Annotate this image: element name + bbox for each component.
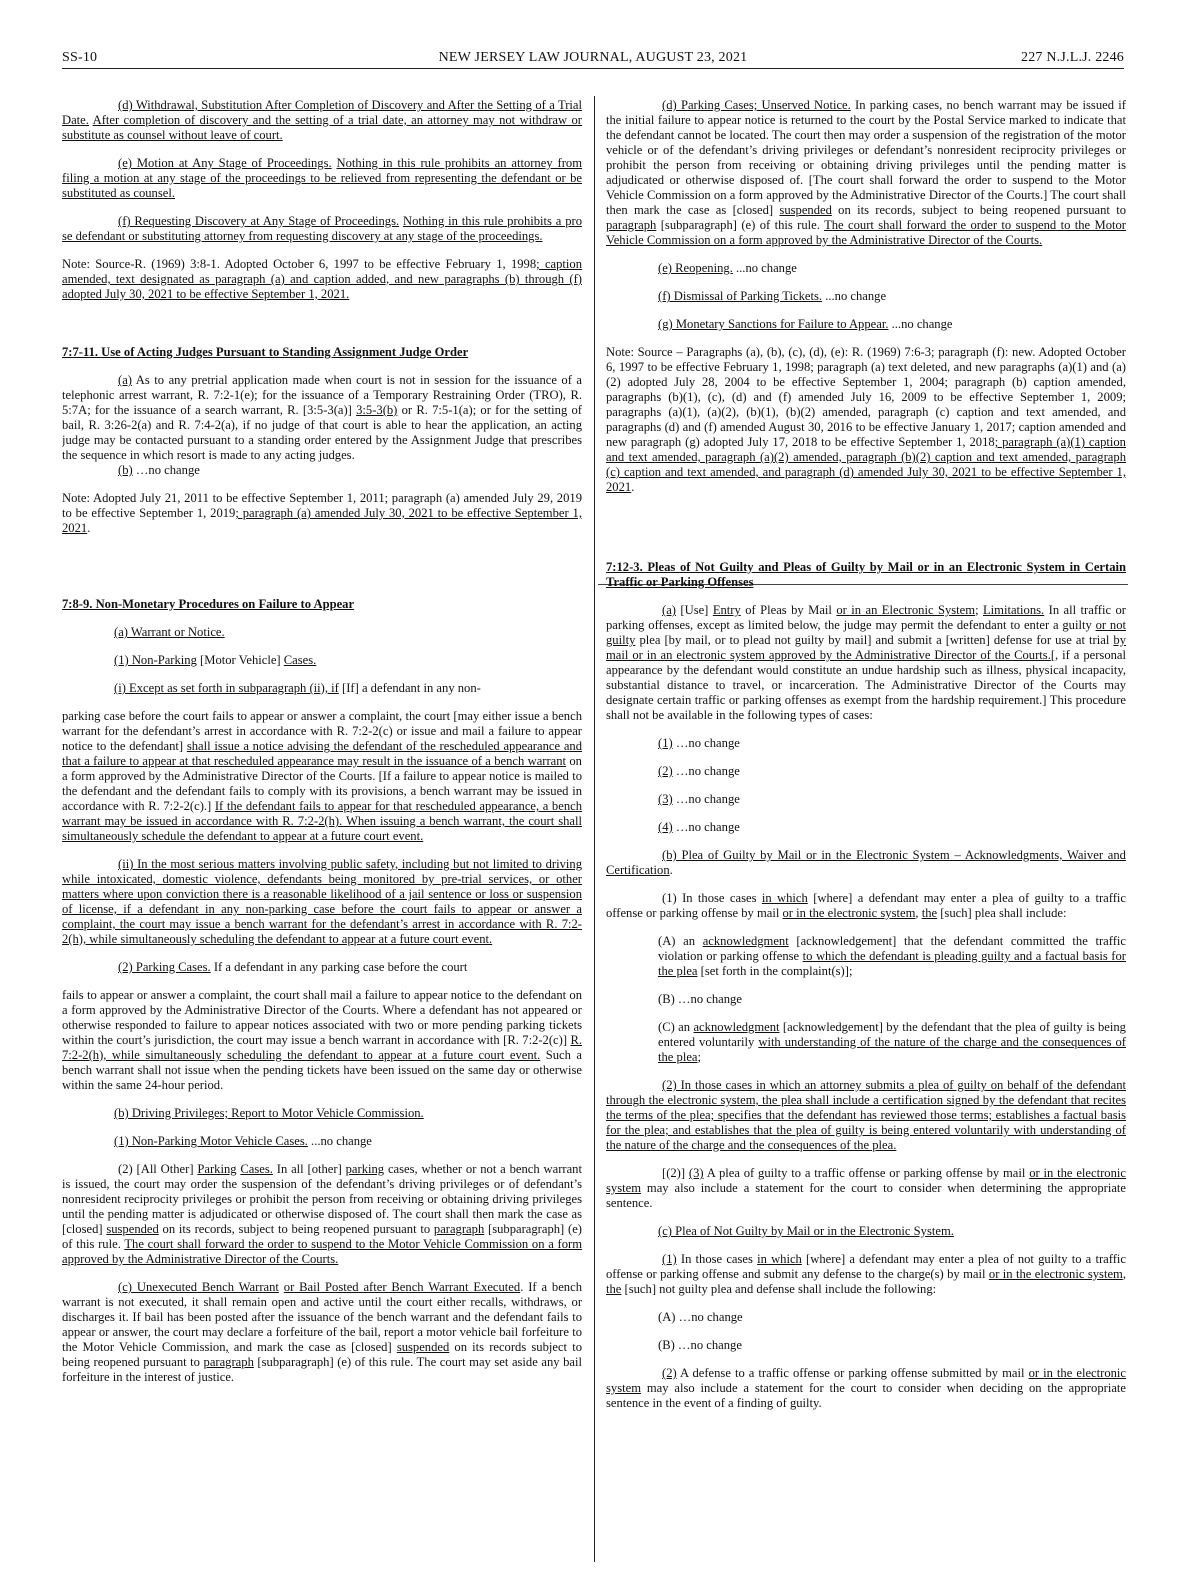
paragraph-b2: (2) [All Other] Parking Cases. In all [other] parking cases, whether or not a bench warrant is issued, the court may order the suspension of the defendant’s driving privileges or of defendant’s nonresident reciprocity privileges or prohibit the person from receiving or obtaining driving privileges until the pending matter is adjudicated or otherwise disposed of. The court shall then mark the case as [closed] suspended on its records, subject to being reopened pursuant to paragraph [subparagraph] (e) of this rule. The court shall forward the order to suspend to the Motor Vehicle Commission on a form approved by the Administrative Director of the Courts. xyxy=(62,1162,582,1266)
rule-note: Note: Source-R. (1969) 3:8-1. Adopted October 6, 1997 to be effective February 1, 1998; caption amended, text designated as paragraph (a) and caption added, and new paragraphs (b) through (f) adopted July 30, 2021 to be effective September 1, 2021. xyxy=(62,257,582,301)
rule-7-7-11-paragraph-a: (a) As to any pretrial application made when court is not in session for the issuance of a telephonic arrest warrant, R. 7:2-1(e); for the issuance of a Temporary Restraining Order (TRO), R. 5:7A; for the issuance of a search warrant, R. [3:5-3(a)] 3:5-3(b) or R. 7:5-1(a); or for the setting of bail, R. 3:26-2(a) and R. 7:4-2(a), if no judge of that court is able to hear the application, an acting judge may be contacted pursuant to a standing order entered by the Assignment Judge that prescribes the sequence in which resort is made to any acting judges. xyxy=(62,373,582,462)
paragraph-b1: (1) Non-Parking Motor Vehicle Cases. ...no change xyxy=(114,1134,372,1148)
rule-note: Note: Adopted July 21, 2011 to be effective September 1, 2011; paragraph (a) amended July 29, 2019 to be effective September 1, 2019; paragraph (a) amended July 30, 2021 to be effective September 1, 2021. xyxy=(62,491,582,535)
paragraph-b1-B: (B) …no change xyxy=(658,992,742,1006)
list-item: (3) …no change xyxy=(658,792,740,806)
paragraph-c1-B: (B) …no change xyxy=(658,1338,742,1352)
rule-note: Note: Source – Paragraphs (a), (b), (c), (d), (e): R. (1969) 7:6-3; paragraph (f): new. Adopted October 6, 1997 to be effective February 1, 1998; paragraph (a) text deleted, and new paragraphs (a)(1) and (a)(2) adopted July 28, 2004 to be effective September 1, 2004; paragraph (b) caption amended, paragraphs (b)(1), (c), (d) and (f) amended July 16, 2009 to be effective September 1, 2009; paragraphs (a)(1), (a)(2), (b)(1), (b)(2) amended, paragraph (c) caption and text amended, and paragraphs (d) and (f) amended August 30, 2016 to be effective January 1, 2017; caption amended and new paragraph (g) adopted July 17, 2018 to be effective September 1, 2018; paragraph (a)(1) caption and text amended, paragraph (a)(2) amended, paragraph (b)(2) caption and text amended, paragraph (c) caption and text amended, and paragraph (d) amended July 30, 2021 to be effective September 1, 2021. xyxy=(606,345,1126,494)
paragraph-d-withdrawal: (d) Withdrawal, Substitution After Completion of Discovery and After the Setting of a Trial Date. After completion of discovery and the setting of a trial date, an attorney may not withdraw or substitute as counsel without leave of court. xyxy=(62,98,582,142)
paragraph-a1-i: (i) Except as set forth in subparagraph (ii), if [If] a defendant in any non- xyxy=(114,681,481,695)
paragraph-f-dismissal: (f) Dismissal of Parking Tickets. ...no change xyxy=(658,289,887,303)
publication-title: NEW JERSEY LAW JOURNAL, AUGUST 23, 2021 xyxy=(438,50,748,65)
paragraph-b-driving: (b) Driving Privileges; Report to Motor Vehicle Commission. xyxy=(114,1106,424,1120)
paragraph-a1-non-parking: (1) Non-Parking [Motor Vehicle] Cases. xyxy=(114,653,317,667)
rule-7-7-11-title: 7:7-11. Use of Acting Judges Pursuant to Standing Assignment Judge Order xyxy=(62,345,469,359)
list-item: (1) …no change xyxy=(658,736,740,750)
citation: 227 N.J.L.J. 2246 xyxy=(1021,50,1124,65)
paragraph-a-warrant: (a) Warrant or Notice. xyxy=(114,625,225,639)
paragraph-b2-attorney: (2) In those cases in which an attorney submits a plea of guilty on behalf of the defendant through the electronic system, the plea shall include a certification signed by the defendant that recites the terms of the plea; specifies that the defendant has reviewed those terms; establishes a factual basis for the plea; and establishes that the plea of guilty is being entered voluntarily with understanding of the nature of the charge and the consequences of the plea. xyxy=(606,1078,1126,1152)
paragraph-a2-parking: (2) Parking Cases. If a defendant in any parking case before the court xyxy=(118,960,468,974)
left-column xyxy=(62,98,582,1558)
paragraph-c-unexecuted: (c) Unexecuted Bench Warrant or Bail Posted after Bench Warrant Executed. If a bench warrant is not executed, it shall remain open and active until the court either recalls, withdraws, or discharges it. If bail has been posted after the issuance of the bench warrant and the defendant fails to appear or answer, the court may declare a forfeiture of the bail, report a motor vehicle bail forfeiture to the Motor Vehicle Commission, and mark the case as [closed] suspended on its records subject to being reopened pursuant to paragraph [subparagraph] (e) of this rule. The court may set aside any bail forfeiture in the interest of justice. xyxy=(62,1280,582,1384)
paragraph-a1-ii: (ii) In the most serious matters involving public safety, including but not limited to driving while intoxicated, domestic violence, defendants being monitored by pre-trial services, or other matters where upon conviction there is a reasonable likelihood of a jail sentence or loss or suspension of license, if a defendant in any non-parking case before the court fails to appear or answer a complaint, the court may issue a bench warrant for the defendant’s arrest in accordance with R. 7:2-2(h), while simultaneously scheduling the defendant to appear at a future court event. xyxy=(62,857,582,946)
rule-7-7-11-paragraph-b: (b) …no change xyxy=(118,463,200,477)
paragraph-c-not-guilty-heading: (c) Plea of Not Guilty by Mail or in the Electronic System. xyxy=(658,1224,954,1238)
rule-7-12-3-title: 7:12-3. Pleas of Not Guilty and Pleas of Guilty by Mail or in an Electronic System in Certain Traffic or Parking Offenses xyxy=(606,560,1126,589)
paragraph-f-discovery: (f) Requesting Discovery at Any Stage of Proceedings. Nothing in this rule prohibits a pro se defendant or substituting attorney from requesting discovery at any stage of the proceedings. xyxy=(62,214,582,243)
paragraph-a1-i-body: parking case before the court fails to appear or answer a complaint, the court [may either issue a bench warrant for the defendant’s arrest in accordance with R. 7:2-2(c) or issue and mail a failure to appear notice to the defendant] shall issue a notice advising the defendant of the rescheduled appearance and that a failure to appear at that rescheduled appearance may result in the issuance of a bench warrant on a form approved by the Administrative Director of the Courts. [If a failure to appear notice is mailed to the defendant and the defendant fails to comply with its provisions, a bench warrant may be issued in accordance with R. 7:2-2(c).] If the defendant fails to appear for that rescheduled appearance, a bench warrant may be issued in accordance with R. 7:2-2(h). When issuing a bench warrant, the court shall simultaneously schedule the defendant to appear at a future court event. xyxy=(62,709,582,843)
paragraph-a2-body: fails to appear or answer a complaint, the court shall mail a failure to appear notice to the defendant on a form approved by the Administrative Director of the Courts. Where a defendant has not appeared or otherwise responded to failure to appear notices associated with two or more pending parking tickets within the court’s jurisdiction, the court may issue a bench warrant in accordance with [R. 7:2-2(c)] R. 7:2-2(h), while simultaneously scheduling the defendant to appear at a future court event. Such a bench warrant shall not issue when the pending tickets have been issued on the same day or otherwise within the same 24-hour period. xyxy=(62,988,582,1092)
rule-7-8-9-title: 7:8-9. Non-Monetary Procedures on Failure to Appear xyxy=(62,597,355,611)
paragraph-g-sanctions: (g) Monetary Sanctions for Failure to Appear. ...no change xyxy=(658,317,953,331)
paragraph-b1-guilty: (1) In those cases in which [where] a defendant may enter a plea of guilty to a traffic offense or parking offense by mail or in the electronic system, the [such] plea shall include: xyxy=(606,891,1126,920)
paragraph-c2: (2) A defense to a traffic offense or parking offense submitted by mail or in the electronic system may also include a statement for the court to consider when deciding on the appropriate sentence in the event of a finding of guilty. xyxy=(606,1366,1126,1410)
paragraph-c1-A: (A) …no change xyxy=(658,1310,743,1324)
paragraph-d-unserved: (d) Parking Cases; Unserved Notice. In parking cases, no bench warrant may be issued if the initial failure to appear notice is returned to the court by the Postal Service marked to indicate that the defendant cannot be located. The court then may order a suspension of the registration of the motor vehicle or of the defendant’s driving privileges or defendant’s nonresident reciprocity privileges or prohibit the person from receiving or obtaining driving privileges until the pending matter is adjudicated or otherwise disposed of. [The court shall forward the order to suspend to the Motor Vehicle Commission on a form approved by the Administrative Director of the Courts.] The court shall then mark the case as [closed] suspended on its records, subject to being reopened pursuant to paragraph [subparagraph] (e) of this rule. The court shall forward the order to suspend to the Motor Vehicle Commission on a form approved by the Administrative Director of the Courts. xyxy=(606,98,1126,247)
page-number: SS-10 xyxy=(62,50,98,65)
paragraph-b1-A: (A) an acknowledgment [acknowledgement] that the defendant committed the traffic violation or parking offense to which the defendant is pleading guilty and a factual basis for the plea [set forth in the complaint(s)]; xyxy=(658,934,1126,978)
paragraph-e-motion: (e) Motion at Any Stage of Proceedings. Nothing in this rule prohibits an attorney from filing a motion at any stage of the proceedings to be relieved from representing the defendant or be substituted as counsel. xyxy=(62,156,582,200)
paragraph-c1: (1) In those cases in which [where] a defendant may enter a plea of not guilty to a traffic offense or parking offense and submit any defense to the charge(s) by mail or in the electronic system, the [such] not guilty plea and defense shall include the following: xyxy=(606,1252,1126,1296)
column-divider xyxy=(594,96,595,1562)
paragraph-e-reopening: (e) Reopening. ...no change xyxy=(658,261,797,275)
right-column xyxy=(606,98,1126,1558)
page-header xyxy=(62,50,1124,69)
paragraph-b3: [(2)] (3) A plea of guilty to a traffic offense or parking offense by mail or in the electronic system may also include a statement for the court to consider when determining the appropriate sentence. xyxy=(606,1166,1126,1210)
paragraph-b-guilty-heading: (b) Plea of Guilty by Mail or in the Electronic System – Acknowledgments, Waiver and Certification. xyxy=(606,848,1126,877)
list-item: (4) …no change xyxy=(658,820,740,834)
paragraph-b1-C: (C) an acknowledgment [acknowledgement] by the defendant that the plea of guilty is being entered voluntarily with understanding of the nature of the charge and the consequences of the plea; xyxy=(658,1020,1126,1064)
rule-7-12-3-paragraph-a: (a) [Use] Entry of Pleas by Mail or in an Electronic System; Limitations. In all traffic or parking offenses, except as limited below, the judge may permit the defendant to enter a guilty or not guilty plea [by mail, or to plead not guilty by mail] and submit a [written] defense for use at trial by mail or in an electronic system approved by the Administrative Director of the Courts.[, if a personal appearance by the defendant would constitute an undue hardship such as illness, physical incapacity, substantial distance to travel, or incarceration. The Administrative Director of the Courts may designate certain traffic or parking offenses as exempt from the hardship requirement.] This procedure shall not be available in the following types of cases: xyxy=(606,603,1126,722)
list-item: (2) …no change xyxy=(658,764,740,778)
